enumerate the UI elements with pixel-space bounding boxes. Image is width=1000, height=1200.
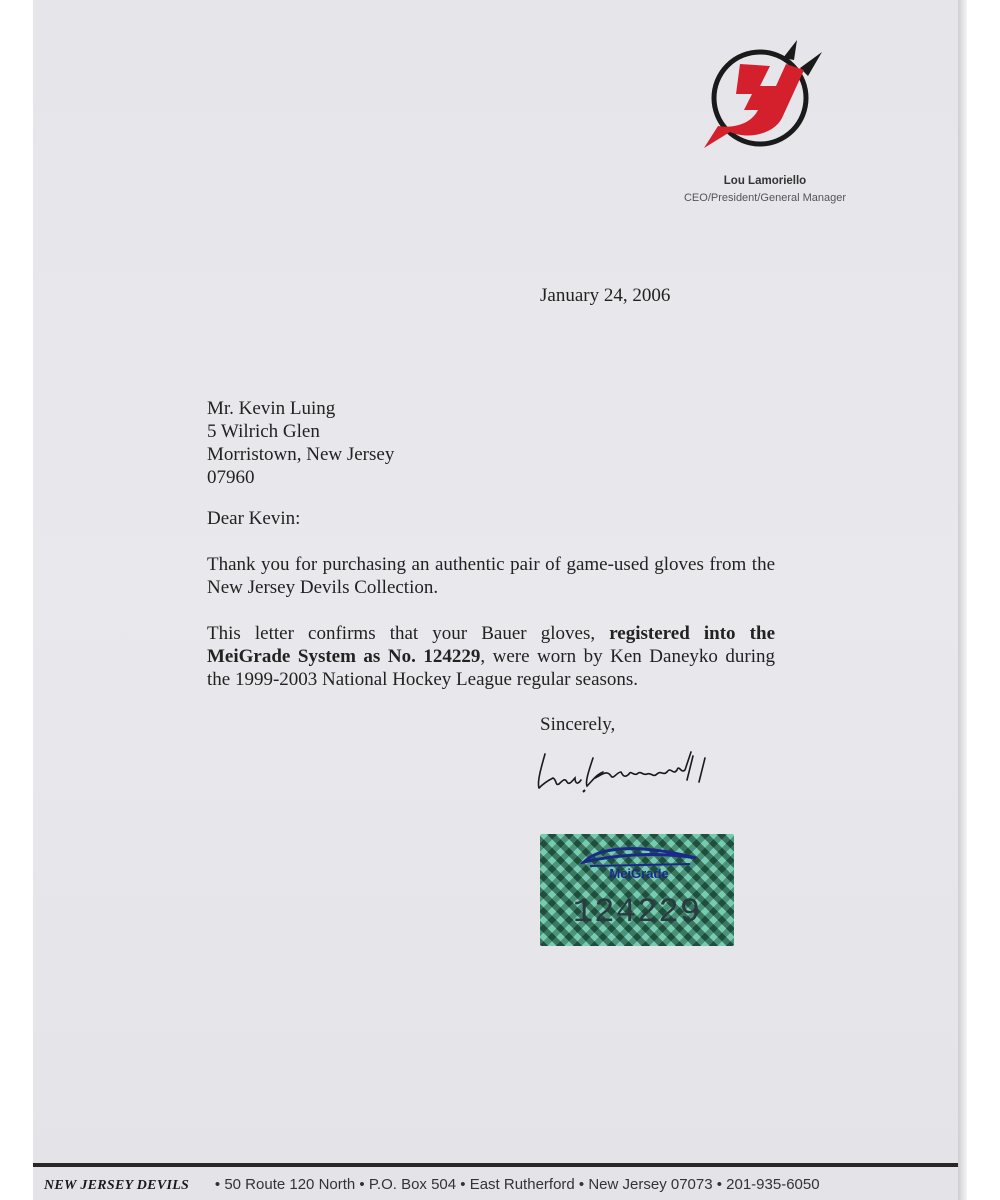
meigrade-hologram-sticker xyxy=(540,834,734,946)
footer-address: • 50 Route 120 North • P.O. Box 504 • East Rutherford • New Jersey 07073 • 201-935-6050 xyxy=(214,1176,820,1193)
paragraph-2-end: , were worn by Ken Daneyko during the 1999-2003 National Hockey League regular seasons. xyxy=(207,646,775,690)
recipient-address xyxy=(207,397,394,489)
recipient-line: 5 Wilrich Glen xyxy=(207,421,320,442)
recipient-line: Mr. Kevin Luing xyxy=(207,398,336,419)
closing: Sincerely, xyxy=(540,714,616,735)
body-paragraph-1: Thank you for purchasing an authentic pair of game-used gloves from the New Jersey Devils Collection. xyxy=(207,554,775,598)
executive-title: CEO/President/General Manager xyxy=(683,192,847,204)
executive-name: Lou Lamoriello xyxy=(723,175,807,187)
hologram-brand: MeiGrade xyxy=(609,866,669,881)
letter-date: January 24, 2006 xyxy=(540,285,671,306)
page-edge xyxy=(958,0,967,1200)
registration-number-text: registered into the MeiGrade System as No. 124229 xyxy=(207,623,776,667)
signature-icon xyxy=(533,740,738,800)
devils-logo-icon xyxy=(700,36,830,154)
hologram-number: 124229 xyxy=(572,894,702,932)
paragraph-2-start: This letter confirms that your Bauer gloves, xyxy=(207,623,610,644)
body-paragraph-2 xyxy=(207,622,775,691)
footer-brand: NEW JERSEY DEVILS xyxy=(44,1178,190,1193)
footer-rule xyxy=(33,1163,958,1167)
salutation: Dear Kevin: xyxy=(207,508,301,529)
recipient-line: Morristown, New Jersey xyxy=(207,444,395,465)
letterhead-footer xyxy=(44,1176,944,1194)
recipient-line: 07960 xyxy=(207,467,255,488)
